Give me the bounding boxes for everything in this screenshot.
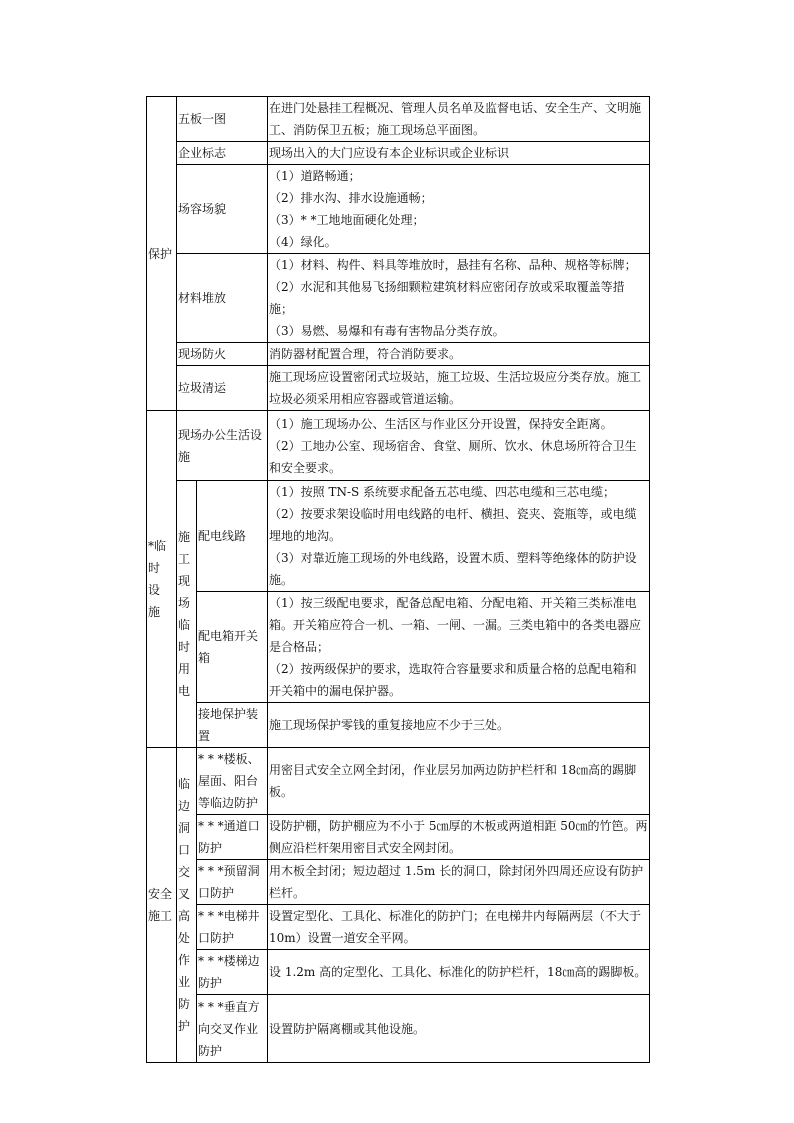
table-row [147,905,650,950]
content-line: 施工现场应设置密闭式垃圾站，施工垃圾、生活垃圾应分类存放。施工垃圾必须采用相应容器或管道运输。 [269,370,642,406]
content-line: （2）水泥和其他易飞扬细颗粒建筑材料应密闭存放或采取覆盖等措施； [269,280,625,316]
item-content [268,748,650,815]
item-content [268,481,650,592]
item-content [268,905,650,950]
content-line: （2）工地办公室、现场宿舍、食堂、厕所、饮水、休息场所符合卫生和安全要求。 [269,438,637,475]
content-line: 用密目式安全立网全封闭，作业层另加两边防护栏杆和 18㎝高的踢脚板。 [269,763,637,799]
content-line: 设防护棚，防护棚应为不小于 5㎝厚的木板或两道相距 50㎝的竹笆。两侧应沿栏杆架用密目式安全网封闭。 [269,819,648,855]
table-row [147,748,650,815]
item-content [268,995,650,1063]
content-line: （2）按要求架设临时用电线路的电杆、横担、瓷夹、瓷瓶等，或电缆埋地的地沟。 [269,507,637,543]
content-line: 设置防护隔离棚或其他设施。 [269,1021,426,1036]
item-name: * * *预留洞口防护 [197,860,268,905]
item-content [268,411,650,481]
table-row [147,343,650,366]
item-name: 五板一图 [177,97,268,142]
table-row [147,165,650,254]
item-content [268,165,650,254]
table-row [147,860,650,905]
item-content [268,703,650,748]
item-content [268,343,650,366]
table-row [147,815,650,860]
content-line: （1）施工现场办公、生活区与作业区分开设置，保持安全距离。 [269,416,613,431]
item-content [268,950,650,995]
item-content [268,254,650,343]
section-edge-protection: 临 边 洞 口 交 叉 高 处 作 业 防 护 [177,748,197,1063]
item-content [268,815,650,860]
safety-measures-table [146,96,650,1063]
content-line: 现场出入的大门应设有本企业标识或企业标识 [269,146,510,160]
content-line: （4）绿化。 [269,235,337,249]
content-line: （3）易燃、易爆和有毒有害物品分类存放。 [269,324,505,338]
table-row [147,411,650,481]
item-name: 现场防火 [177,343,268,366]
item-content [268,142,650,165]
item-name: * * *楼梯边防护 [197,950,268,995]
table-row [147,592,650,703]
table-row [147,254,650,343]
section-temp-facility: *临 时 设 施 [147,411,177,748]
item-content [268,860,650,905]
content-line: （2）排水沟、排水设施通畅； [269,191,433,205]
content-line: （3）* *工地地面硬化处理； [269,213,425,227]
table-row [147,97,650,142]
content-line: 在进门处悬挂工程概况、管理人员名单及监督电话、安全生产、文明施工、消防保卫五板；施工现场总平面图。 [269,101,642,137]
item-name: 场容场貌 [177,165,268,254]
content-line: 施工现场保护零钱的重复接地应不少于三处。 [269,718,510,732]
section-power: 施 工 现 场 临 时 用 电 [177,481,197,748]
section-safety: 安全 施工 [147,748,177,1063]
item-name: * * *通道口防护 [197,815,268,860]
item-name: 配电线路 [197,481,268,592]
content-line: 设置定型化、工具化、标准化的防护门；在电梯井内每隔两层（不大于10m）设置一道安全平网。 [269,909,642,945]
item-name: 企业标志 [177,142,268,165]
content-line: 消防器材配置合理，符合消防要求。 [269,347,462,361]
item-name: 配电箱开关箱 [197,592,268,703]
item-name: 材料堆放 [177,254,268,343]
content-line: （1）材料、构件、料具等堆放时，悬挂有名称、品种、规格等标牌； [269,258,637,272]
table-row [147,995,650,1063]
item-name: * * *楼板、屋面、阳台等临边防护 [197,748,268,815]
table-row [147,481,650,592]
content-line: （1）按三级配电要求，配备总配电箱、分配电箱、开关箱三类标准电箱。开关箱应符合一机、一箱、一闸、一漏。三类电箱中的各类电器应是合格品； [269,596,642,654]
content-line: （1）道路畅通； [269,169,361,183]
item-name: * * *垂直方向交叉作业防护 [197,995,268,1063]
item-name: * * *电梯井口防护 [197,905,268,950]
content-line: 用木板全封闭；短边超过 1.5m 长的洞口，除封闭外四周还应设有防护栏杆。 [269,864,644,900]
item-name: 现场办公生活设施 [177,411,268,481]
content-line: （2）按两级保护的要求，选取符合容量要求和质量合格的总配电箱和开关箱中的漏电保护器。 [269,662,637,698]
item-content [268,592,650,703]
table-row [147,950,650,995]
content-line: 设 1.2m 高的定型化、工具化、标准化的防护栏杆，18㎝高的踢脚板。 [269,965,647,979]
item-content [268,97,650,142]
content-line: （1）按照 TN-S 系统要求配备五芯电缆、四芯电缆和三芯电缆； [269,485,616,499]
item-name: 垃圾清运 [177,366,268,411]
item-content [268,366,650,411]
table-row [147,703,650,748]
section-protect: 保护 [147,97,177,411]
item-name: 接地保护装置 [197,703,268,748]
table-row [147,142,650,165]
content-line: （3）对靠近施工现场的外电线路，设置木质、塑料等绝缘体的防护设施。 [269,551,637,587]
table-row [147,366,650,411]
